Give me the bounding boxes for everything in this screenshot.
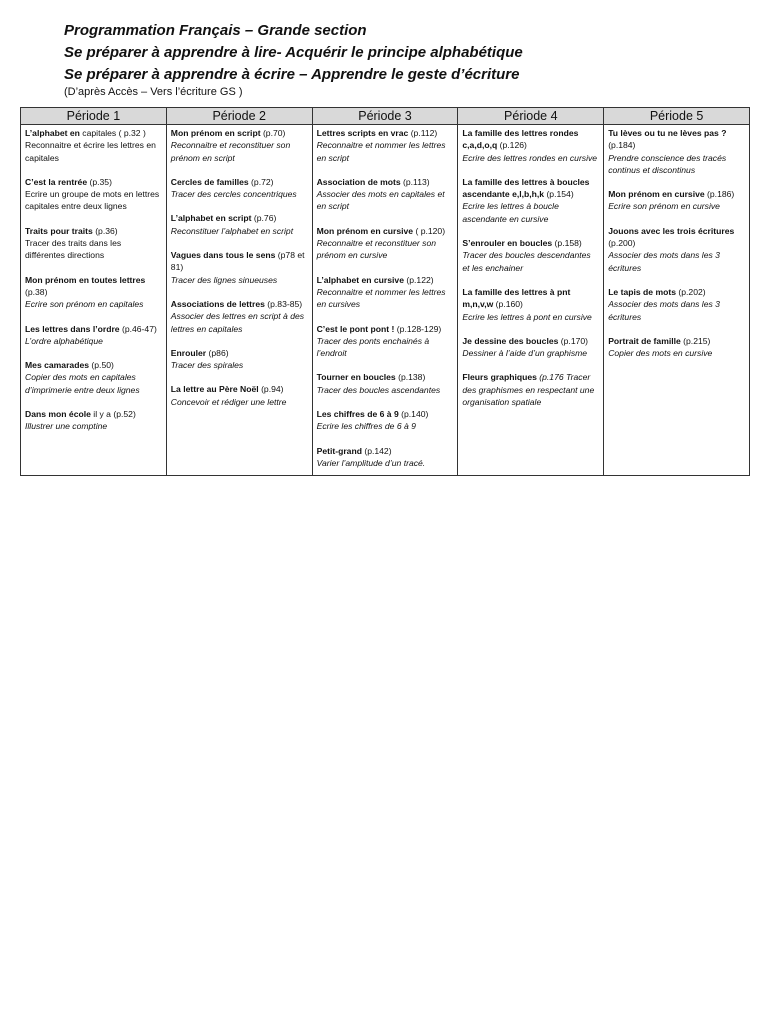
activity-description: Tracer des cercles concentriques xyxy=(170,189,297,200)
activity-page-ref: (p.83-85) xyxy=(264,298,303,309)
activity-description: Reconnaitre et reconstituer son prénom en script xyxy=(170,140,291,163)
header xyxy=(64,20,523,99)
activity-title: La famille des lettres rondes c,a,d,o,q xyxy=(462,128,579,151)
activity-title: Fleurs graphiques xyxy=(462,372,537,383)
activity-entry xyxy=(171,347,309,372)
activity-description: Associer des lettres en script à des lettres en capitales xyxy=(170,311,305,334)
activity-description: Varier l’amplitude d’un tracé. xyxy=(316,457,426,468)
activity-title: L’alphabet en xyxy=(25,128,80,138)
activity-entry xyxy=(25,225,163,262)
activity-description: Tracer des spirales xyxy=(170,360,244,371)
activity-description: Concevoir et rédiger une lettre xyxy=(170,396,287,407)
activity-title: Cercles de familles xyxy=(170,176,249,187)
activity-description: Ecrire un groupe de mots en lettres capitales entre deux lignes xyxy=(25,189,160,212)
subtitle-writing: Se préparer à apprendre à écrire – Apprendre le geste d’écriture xyxy=(64,66,520,83)
period-4-cell xyxy=(458,125,604,476)
activity-page-ref: (p.138) xyxy=(395,372,426,383)
activity-title: Vagues dans tous le sens xyxy=(170,250,276,261)
activity-entry xyxy=(317,274,455,311)
activity-description: L’ordre alphabétique xyxy=(25,335,103,346)
activity-description: Dessiner à l’aide d’un graphisme xyxy=(462,348,588,359)
activity-entry xyxy=(317,176,455,213)
table-header-row xyxy=(21,108,750,125)
activity-description: Ecrire son prénom en cursive xyxy=(608,201,720,212)
activity-page-ref: (p.94) xyxy=(258,384,284,395)
period-1-header: Période 1 xyxy=(21,108,167,125)
activity-entry xyxy=(25,359,163,396)
activity-page-ref: (p.70) xyxy=(260,128,286,138)
activity-entry xyxy=(317,323,455,360)
activity-page-ref: (p.36) xyxy=(92,225,118,236)
table-body-row xyxy=(21,125,750,476)
activity-page-ref: (p78 et 81) xyxy=(170,250,305,273)
activity-page-ref: il y a (p.52) xyxy=(90,409,136,420)
activity-description: Tracer des boucles descendantes et les enchainer xyxy=(462,250,591,273)
activity-description: Reconnaitre et écrire les lettres en capitales xyxy=(25,140,156,163)
period-1-cell xyxy=(21,125,167,476)
activity-description: Ecrire des lettres rondes en cursive xyxy=(462,152,598,163)
activity-title: L’alphabet en cursive xyxy=(316,274,404,285)
activity-page-ref: (p.170) xyxy=(558,335,589,346)
period-5-header: Période 5 xyxy=(604,108,750,125)
activity-description: Prendre conscience des tracés continus et discontinus xyxy=(608,152,727,175)
activity-title: Dans mon école xyxy=(25,409,91,420)
programme-table xyxy=(20,107,750,476)
activity-page-ref: (p.142) xyxy=(361,445,392,456)
activity-title: Mon prénom en cursive xyxy=(608,189,705,200)
activity-entry xyxy=(25,176,163,213)
activity-page-ref: (p.176 Tracer des graphismes en respectant une organisation spatiale xyxy=(462,372,595,408)
activity-title: Enrouler xyxy=(170,347,207,358)
activity-entry xyxy=(608,225,746,274)
activity-page-ref: (p.112) xyxy=(408,128,438,138)
activity-title: La famille des lettres à pnt m,n,v,w xyxy=(462,286,571,310)
activity-entry xyxy=(25,127,163,164)
activity-page-ref: (p.154) xyxy=(544,189,574,200)
activity-description: Associer des mots dans les 3 écritures xyxy=(608,250,720,273)
activity-title: S’enrouler en boucles xyxy=(462,238,553,249)
activity-title: Le tapis de mots xyxy=(608,286,676,297)
activity-entry xyxy=(608,127,746,176)
activity-page-ref: (p.202) xyxy=(676,286,706,297)
activity-title: Tu lèves ou tu ne lèves pas ? xyxy=(608,128,727,138)
activity-entry xyxy=(462,371,600,408)
activity-entry xyxy=(317,445,455,470)
activity-description: Ecrire les chiffres de 6 à 9 xyxy=(316,421,416,432)
activity-title: Les chiffres de 6 à 9 xyxy=(316,409,399,420)
activity-page-ref: (p.200) xyxy=(608,238,636,249)
activity-page-ref: (p.113) xyxy=(400,176,430,187)
activity-title: C’est le pont pont ! xyxy=(316,323,395,334)
activity-description: Ecrire les lettres à pont en cursive xyxy=(462,311,592,322)
activity-page-ref: (p.140) xyxy=(398,409,429,420)
activity-page-ref: (p.128-129) xyxy=(394,323,442,334)
activity-description: Illustrer une comptine xyxy=(25,421,108,432)
activity-title: Lettres scripts en vrac xyxy=(316,128,409,138)
activity-entry xyxy=(25,323,163,348)
activity-description: Tracer des ponts enchainés à l’endroit xyxy=(316,335,430,359)
activity-entry xyxy=(317,408,455,433)
period-4-header: Période 4 xyxy=(458,108,604,125)
activity-description: Copier des mots en capitales d’imprimerie entre deux lignes xyxy=(25,372,140,395)
activity-entry xyxy=(171,212,309,237)
activity-description: Tracer des traits dans les différentes directions xyxy=(25,238,122,261)
activity-title: Mon prénom en cursive xyxy=(316,225,414,236)
activity-entry xyxy=(171,176,309,201)
activity-title: Petit-grand xyxy=(316,445,362,456)
activity-entry xyxy=(171,383,309,408)
activity-description: Reconnaitre et reconstituer son prénom en cursive xyxy=(316,238,437,261)
activity-title: Tourner en boucles xyxy=(316,372,396,383)
activity-entry xyxy=(317,127,455,164)
activity-page-ref: ( p.120) xyxy=(413,225,446,236)
source-note: (D’après Accès – Vers l’écriture GS ) xyxy=(64,86,243,98)
activity-entry xyxy=(462,176,600,225)
activity-title: La lettre au Père Noël xyxy=(170,384,259,395)
activity-title: Les lettres dans l’ordre xyxy=(25,323,120,334)
subtitle-reading: Se préparer à apprendre à lire- Acquérir le principe alphabétique xyxy=(64,44,523,61)
activity-page-ref: (p.35) xyxy=(87,176,112,187)
activity-page-ref: (p.160) xyxy=(493,299,523,310)
activity-title: Associations de lettres xyxy=(170,298,265,309)
activity-description: Reconnaitre et nommer les lettres en cursives xyxy=(316,286,446,310)
activity-entry xyxy=(171,298,309,335)
page-title: Programmation Français – Grande section xyxy=(64,22,367,39)
activity-entry xyxy=(25,274,163,311)
activity-title: Mon prénom en toutes lettres xyxy=(25,274,146,285)
activity-description: Reconnaitre et nommer les lettres en script xyxy=(316,140,446,163)
activity-title: Association de mots xyxy=(316,176,401,187)
activity-title: Mes camarades xyxy=(25,360,90,371)
period-2-header: Période 2 xyxy=(166,108,312,125)
activity-entry xyxy=(608,188,746,213)
activity-title: Traits pour traits xyxy=(25,225,93,236)
activity-description: Associer des mots dans les 3 écritures xyxy=(608,299,720,322)
activity-page-ref: (p.72) xyxy=(248,176,274,187)
activity-page-ref: (p.126) xyxy=(497,140,527,151)
activity-description: Tracer des boucles ascendantes xyxy=(316,384,441,395)
activity-description: Ecrire son prénom en capitales xyxy=(25,299,144,310)
activity-page-ref: capitales ( p.32 ) xyxy=(79,128,146,138)
activity-entry xyxy=(462,286,600,323)
activity-title: C’est la rentrée xyxy=(25,176,88,187)
period-5-cell xyxy=(604,125,750,476)
period-3-cell xyxy=(312,125,458,476)
activity-page-ref: (p.38) xyxy=(25,286,48,297)
activity-title: Mon prénom en script xyxy=(170,128,261,138)
activity-page-ref: (p.46-47) xyxy=(119,323,157,334)
activity-page-ref: (p.76) xyxy=(251,213,277,224)
activity-page-ref: (p.158) xyxy=(552,238,582,249)
activity-title: La famille des lettres à boucles ascendante e,l,b,h,k xyxy=(462,176,590,200)
period-2-cell xyxy=(166,125,312,476)
activity-page-ref: (p.122) xyxy=(404,274,434,285)
activity-description: Ecrire les lettres à boucle ascendante en cursive xyxy=(462,201,559,224)
activity-entry xyxy=(608,286,746,323)
activity-entry xyxy=(462,237,600,274)
activity-entry xyxy=(462,335,600,360)
activity-page-ref: (p.215) xyxy=(680,335,711,346)
activity-entry xyxy=(317,225,455,262)
activity-page-ref: (p86) xyxy=(206,347,229,358)
activity-page-ref: (p.184) xyxy=(608,140,636,151)
activity-description: Associer des mots en capitales et en script xyxy=(316,189,445,212)
activity-entry xyxy=(171,249,309,286)
activity-entry xyxy=(608,335,746,360)
period-3-header: Période 3 xyxy=(312,108,458,125)
activity-entry xyxy=(171,127,309,164)
activity-title: L’alphabet en script xyxy=(170,213,252,224)
activity-description: Reconstituer l’alphabet en script xyxy=(170,225,294,236)
activity-title: Portrait de famille xyxy=(608,335,681,346)
activity-page-ref: (p.50) xyxy=(89,360,114,371)
activity-entry xyxy=(317,371,455,396)
activity-description: Tracer des lignes sinueuses xyxy=(170,274,278,285)
activity-title: Jouons avec les trois écritures xyxy=(608,225,735,236)
activity-entry xyxy=(25,408,163,433)
activity-title: Je dessine des boucles xyxy=(462,335,559,346)
activity-description: Copier des mots en cursive xyxy=(608,348,713,359)
activity-page-ref: (p.186) xyxy=(704,189,735,200)
activity-entry xyxy=(462,127,600,164)
